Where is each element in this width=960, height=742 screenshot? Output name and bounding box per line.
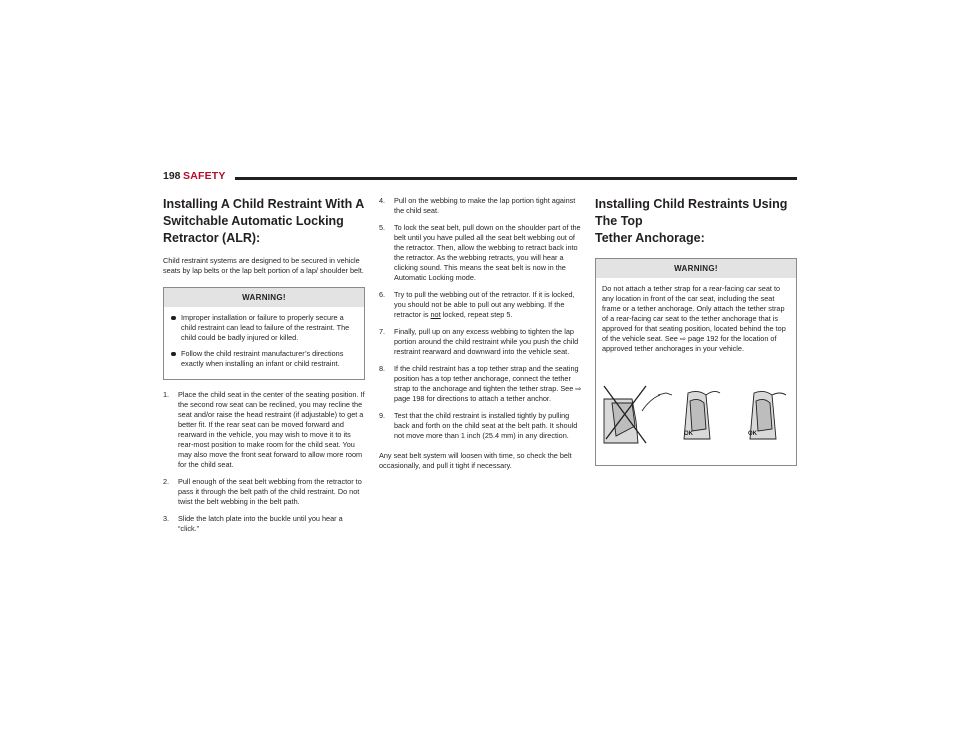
page-header <box>163 170 797 186</box>
column-middle <box>379 196 582 482</box>
step-number: 1. <box>163 390 170 399</box>
warning-text-pre: Do not attach a tether strap for a rear-facing car seat to any location in front of the car seat, including the seat frame or a tether anchorage. Only attach the tether strap of a rear-facing car seat to the tether anchorage that is approved for that seating position, located behind the top of the vehicle seat. See <box>602 284 786 343</box>
step-item <box>379 196 582 216</box>
closing-note: Any seat belt system will loosen with time, so check the belt occasionally, and pull it tight if necessary. <box>379 451 572 470</box>
warning-bullet-text: Follow the child restraint manufacturer’s directions exactly when installing an infant or child restraint. <box>181 349 344 368</box>
column-left <box>163 196 365 544</box>
page-ref-link[interactable]: page 198 <box>394 394 425 403</box>
tether-warning-box <box>595 258 797 466</box>
step-item <box>379 411 582 441</box>
alr-heading-line: Retractor (ALR): <box>163 231 261 245</box>
step-number: 8. <box>379 364 386 373</box>
step-text-post: for directions to attach a tether anchor. <box>424 394 551 403</box>
car-seat-tether-diagram <box>602 381 790 447</box>
step-text: Test that the child restraint is installed tightly by pulling back and forth on the child seat at the belt path. It should not move more than 1 inch (25.4 mm) in any direction. <box>394 411 578 440</box>
column-right <box>595 196 797 476</box>
step-number: 7. <box>379 327 386 336</box>
bullet-icon <box>171 316 176 321</box>
page-ref-arrow-icon: ⇨ <box>575 384 582 393</box>
alr-heading-line: Switchable Automatic Locking <box>163 214 344 228</box>
step-text-pre: If the child restraint has a top tether strap and the seating position has a top tether anchorage, connect the tether strap to the anchorage and tighten the tether strap. See <box>394 364 579 393</box>
tether-heading <box>595 196 797 247</box>
step-item <box>379 223 582 283</box>
step-number: 4. <box>379 196 386 205</box>
step-item <box>163 514 365 534</box>
alr-steps <box>163 390 365 534</box>
warning-box <box>163 287 365 380</box>
tether-heading-line: Installing Child Restraints Using The Top <box>595 197 788 228</box>
warning-body <box>596 278 796 465</box>
page-number: 198 <box>163 170 181 182</box>
step-text: Pull enough of the seat belt webbing from the retractor to pass it through the belt path of the child restraint. Do not twist the belt webbing in the belt path. <box>178 477 362 506</box>
alr-intro: Child restraint systems are designed to be secured in vehicle seats by lap belts or the lap belt portion of a lap/ shoulder belt. <box>163 256 364 275</box>
page-ref-link[interactable]: page 192 <box>688 334 719 343</box>
step-number: 6. <box>379 290 386 299</box>
tether-illustration <box>602 381 790 447</box>
warning-bullet <box>170 313 358 343</box>
warning-text-post: for the location of approved tether anchorages in your vehicle. <box>602 334 777 353</box>
page-ref-arrow-icon: ⇨ <box>679 334 687 343</box>
warning-body <box>164 307 364 379</box>
warning-bullet <box>170 349 358 369</box>
step-number: 3. <box>163 514 170 523</box>
warning-title: WARNING! <box>164 288 364 307</box>
step-item <box>379 364 582 404</box>
ok-label: OK <box>748 431 757 437</box>
step-item <box>379 290 582 320</box>
warning-title: WARNING! <box>596 259 796 278</box>
section-name: SAFETY <box>183 170 226 182</box>
alr-steps-continued <box>379 196 582 441</box>
bullet-icon <box>171 352 176 357</box>
step-item <box>379 327 582 357</box>
tether-warning-text <box>602 284 790 354</box>
alr-heading-line: Installing A Child Restraint With A <box>163 197 365 211</box>
header-rule <box>235 177 797 180</box>
step-text-post: locked, repeat step 5. <box>440 310 513 319</box>
step-item <box>163 477 365 507</box>
step-text: Pull on the webbing to make the lap portion tight against the child seat. <box>394 196 576 215</box>
tether-heading-line: Tether Anchorage: <box>595 231 705 245</box>
step-underlined-word: not <box>430 310 441 319</box>
step-text-pre: Try to pull the webbing out of the retractor. If it is locked, you should not be able to pull out any webbing. If the retractor is <box>394 290 575 319</box>
step-number: 2. <box>163 477 170 486</box>
step-text: To lock the seat belt, pull down on the shoulder part of the belt until you have pulled all the seat belt webbing out of the retractor. Then, allow the webbing to retract back into the retractor. As the webbing retracts, you will hear a clicking sound. This means the seat belt is now in the Automatic Locking mode. <box>394 223 581 282</box>
step-item <box>163 390 365 470</box>
ok-label: OK <box>684 431 693 437</box>
alr-heading <box>163 196 365 247</box>
step-number: 9. <box>379 411 386 420</box>
warning-bullet-text: Improper installation or failure to properly secure a child restraint can lead to failure of the restraint. The child could be badly injured or killed. <box>181 313 350 342</box>
step-number: 5. <box>379 223 386 232</box>
step-text: Place the child seat in the center of the seating position. If the second row seat can be reclined, you may recline the seat and/or raise the head restraint (if adjustable) to get a better fit. If the rear seat can be moved forward and rearward in the vehicle, you may wish to move it to its rear-most position to make room for the child seat. You may also move the front seat forward to allow more room for the child seat. <box>178 390 365 469</box>
step-text: Finally, pull up on any excess webbing to tighten the lap portion around the child restraint while you push the child restraint rearward and downward into the vehicle seat. <box>394 327 579 356</box>
step-text: Slide the latch plate into the buckle until you hear a “click.” <box>178 514 343 533</box>
